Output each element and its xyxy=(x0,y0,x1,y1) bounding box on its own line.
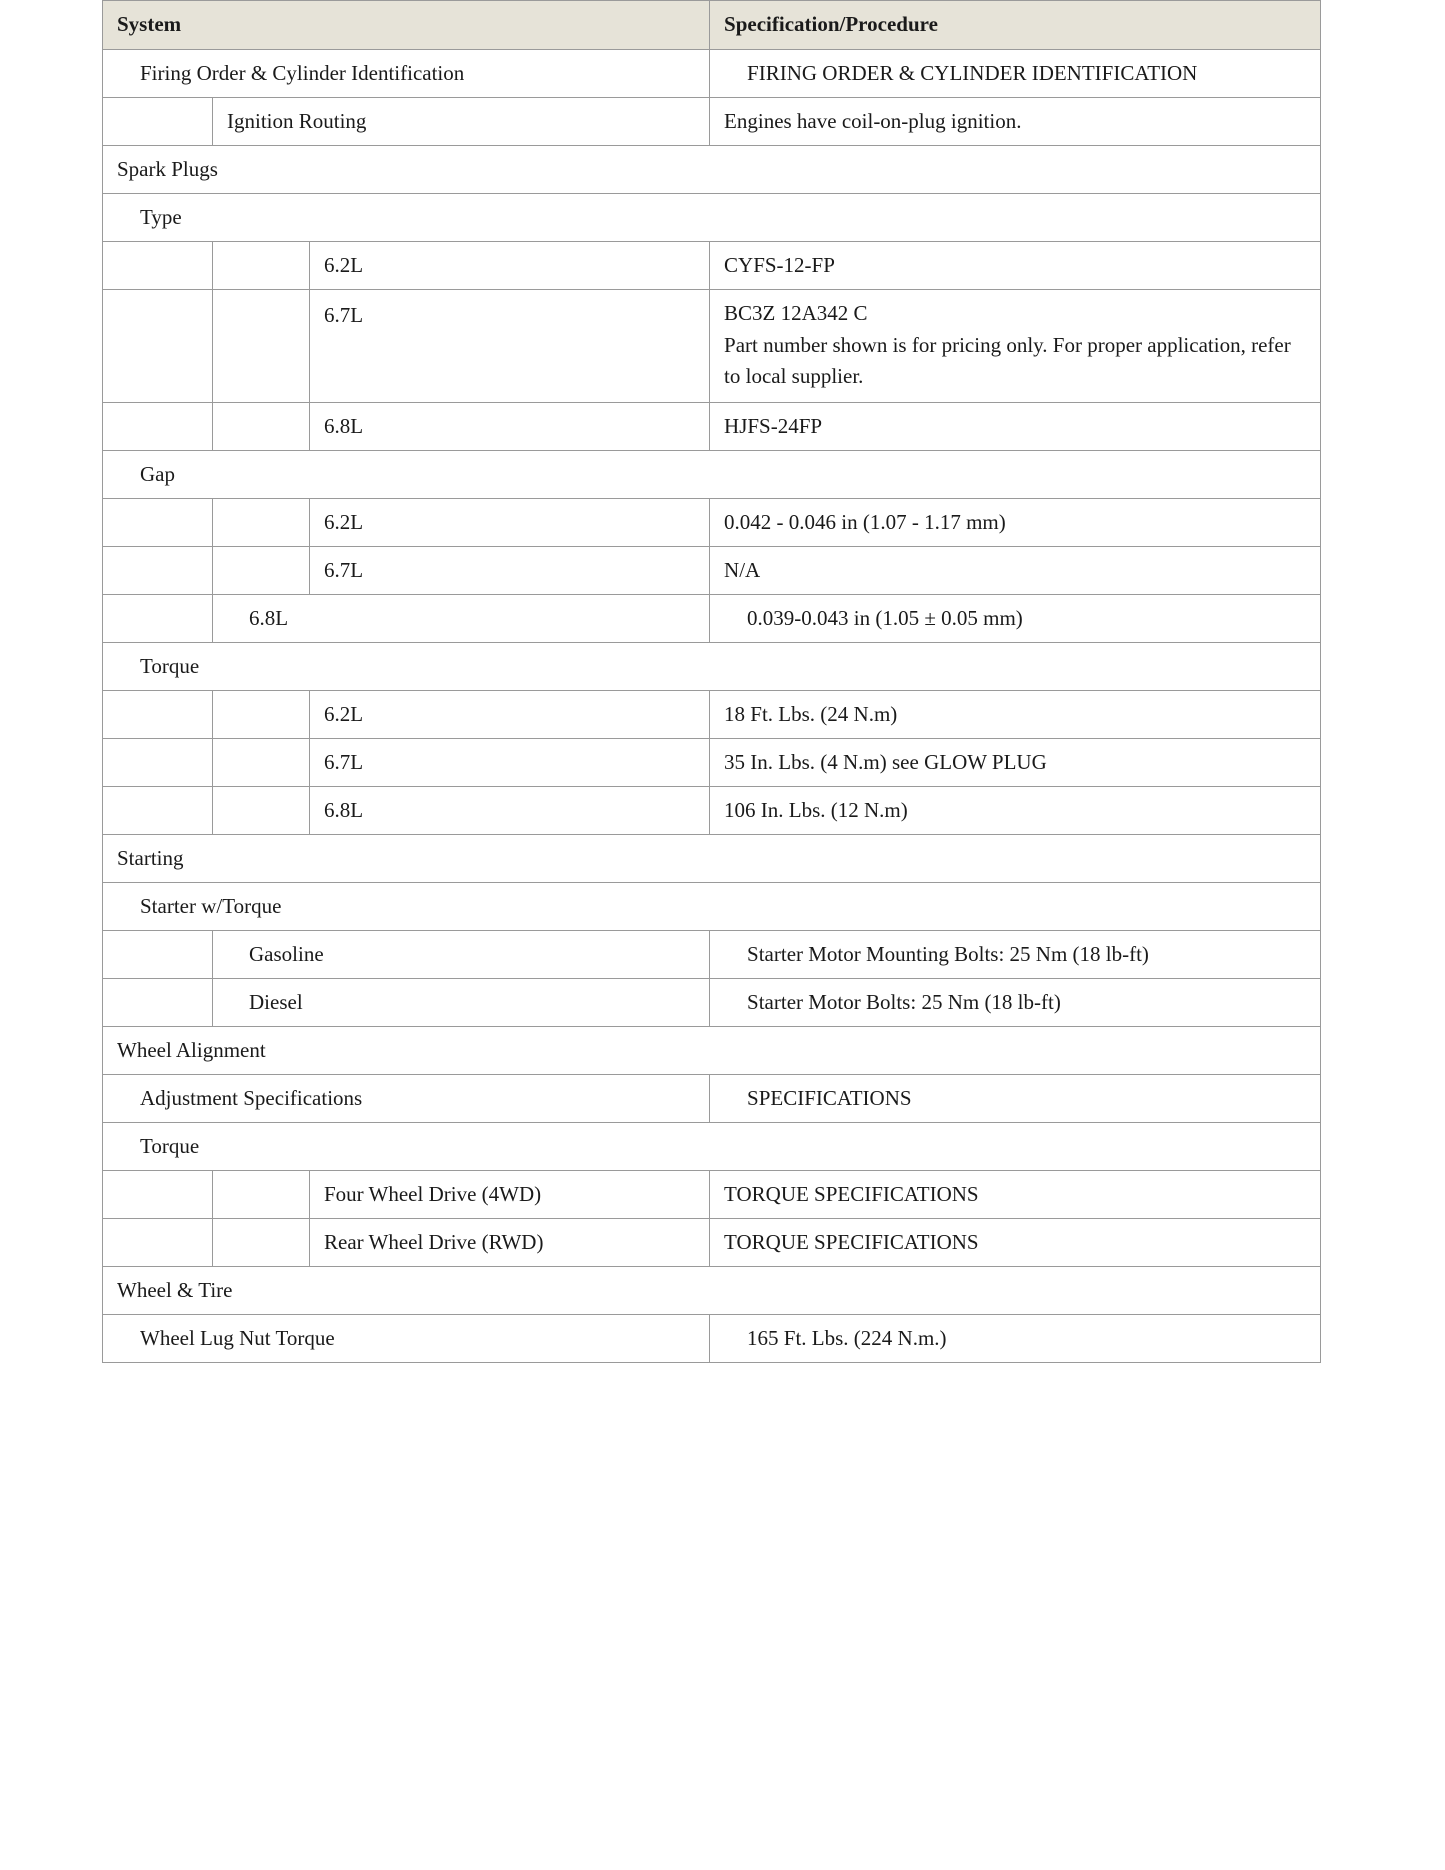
row-label: Four Wheel Drive (4WD) xyxy=(310,1171,710,1219)
table-row xyxy=(103,547,1321,595)
spacer-cell xyxy=(213,403,310,451)
row-label: 6.8L xyxy=(213,595,710,643)
row-value: Engines have coil-on-plug ignition. xyxy=(710,98,1321,146)
spacer-cell xyxy=(103,595,213,643)
table-row xyxy=(103,739,1321,787)
spacer-cell xyxy=(103,290,213,403)
row-value: Starter Motor Mounting Bolts: 25 Nm (18 lb-ft) xyxy=(710,931,1321,979)
table-row xyxy=(103,290,1321,403)
spacer-cell xyxy=(213,1219,310,1267)
section-heading: Wheel & Tire xyxy=(103,1267,1321,1315)
table-row xyxy=(103,50,1321,98)
row-label: Ignition Routing xyxy=(213,98,710,146)
row-value-link[interactable]: TORQUE SPECIFICATIONS xyxy=(710,1171,1321,1219)
row-value-link[interactable]: SPECIFICATIONS xyxy=(710,1075,1321,1123)
spacer-cell xyxy=(213,547,310,595)
section-heading: Wheel Alignment xyxy=(103,1027,1321,1075)
table-row xyxy=(103,979,1321,1027)
header-system: System xyxy=(103,1,710,50)
part-number: BC3Z 12A342 C xyxy=(724,301,868,325)
row-label: 6.2L xyxy=(310,691,710,739)
spacer-cell xyxy=(103,787,213,835)
row-label: 6.8L xyxy=(310,403,710,451)
subsection-heading: Type xyxy=(103,194,1321,242)
table-row xyxy=(103,835,1321,883)
row-value: 18 Ft. Lbs. (24 N.m) xyxy=(710,691,1321,739)
subsection-heading: Gap xyxy=(103,451,1321,499)
spacer-cell xyxy=(103,1171,213,1219)
spacer-cell xyxy=(213,787,310,835)
table-row xyxy=(103,451,1321,499)
row-value: 0.039-0.043 in (1.05 ± 0.05 mm) xyxy=(710,595,1321,643)
spacer-cell xyxy=(103,403,213,451)
row-label: Adjustment Specifications xyxy=(103,1075,710,1123)
row-value: 165 Ft. Lbs. (224 N.m.) xyxy=(710,1315,1321,1363)
table-row xyxy=(103,1315,1321,1363)
table-row xyxy=(103,691,1321,739)
row-value: CYFS-12-FP xyxy=(710,242,1321,290)
spacer-cell xyxy=(213,739,310,787)
row-label: 6.2L xyxy=(310,499,710,547)
table-row xyxy=(103,1171,1321,1219)
subsection-heading: Torque xyxy=(103,643,1321,691)
row-label: Firing Order & Cylinder Identification xyxy=(103,50,710,98)
spacer-cell xyxy=(213,499,310,547)
subsection-heading: Starter w/Torque xyxy=(103,883,1321,931)
table-row xyxy=(103,1075,1321,1123)
table-row xyxy=(103,931,1321,979)
row-value-link[interactable]: FIRING ORDER & CYLINDER IDENTIFICATION xyxy=(710,50,1321,98)
row-value: HJFS-24FP xyxy=(710,403,1321,451)
table-row xyxy=(103,194,1321,242)
table-row xyxy=(103,787,1321,835)
header-spec: Specification/Procedure xyxy=(710,1,1321,50)
table-row xyxy=(103,1123,1321,1171)
row-label: 6.7L xyxy=(310,547,710,595)
row-value-link[interactable]: 35 In. Lbs. (4 N.m) see GLOW PLUG xyxy=(710,739,1321,787)
spacer-cell xyxy=(213,290,310,403)
table-row xyxy=(103,1027,1321,1075)
table-row xyxy=(103,146,1321,194)
subsection-heading: Torque xyxy=(103,1123,1321,1171)
spacer-cell xyxy=(103,1219,213,1267)
table-header-row xyxy=(103,1,1321,50)
row-value-link[interactable]: TORQUE SPECIFICATIONS xyxy=(710,1219,1321,1267)
spacer-cell xyxy=(103,739,213,787)
row-value: 106 In. Lbs. (12 N.m) xyxy=(710,787,1321,835)
spacer-cell xyxy=(213,691,310,739)
table-row xyxy=(103,643,1321,691)
spacer-cell xyxy=(103,499,213,547)
row-label: 6.2L xyxy=(310,242,710,290)
row-label: Gasoline xyxy=(213,931,710,979)
spacer-cell xyxy=(103,98,213,146)
spec-table xyxy=(102,0,1321,1363)
table-row xyxy=(103,242,1321,290)
row-label: 6.8L xyxy=(310,787,710,835)
table-row xyxy=(103,499,1321,547)
row-value xyxy=(710,290,1321,403)
table-row xyxy=(103,595,1321,643)
spacer-cell xyxy=(103,547,213,595)
section-heading: Starting xyxy=(103,835,1321,883)
table-row xyxy=(103,1267,1321,1315)
spacer-cell xyxy=(213,242,310,290)
part-note: Part number shown is for pricing only. For proper application, refer to local supplier. xyxy=(724,332,1291,388)
spacer-cell xyxy=(103,691,213,739)
row-label: Diesel xyxy=(213,979,710,1027)
spacer-cell xyxy=(213,1171,310,1219)
spacer-cell xyxy=(103,979,213,1027)
table-row xyxy=(103,403,1321,451)
table-row xyxy=(103,883,1321,931)
section-heading: Spark Plugs xyxy=(103,146,1321,194)
spacer-cell xyxy=(103,242,213,290)
spacer-cell xyxy=(103,931,213,979)
row-label: 6.7L xyxy=(310,290,710,403)
row-value: N/A xyxy=(710,547,1321,595)
table-row xyxy=(103,98,1321,146)
table-row xyxy=(103,1219,1321,1267)
row-label: Rear Wheel Drive (RWD) xyxy=(310,1219,710,1267)
row-value: 0.042 - 0.046 in (1.07 - 1.17 mm) xyxy=(710,499,1321,547)
row-value: Starter Motor Bolts: 25 Nm (18 lb-ft) xyxy=(710,979,1321,1027)
row-label: 6.7L xyxy=(310,739,710,787)
row-label: Wheel Lug Nut Torque xyxy=(103,1315,710,1363)
